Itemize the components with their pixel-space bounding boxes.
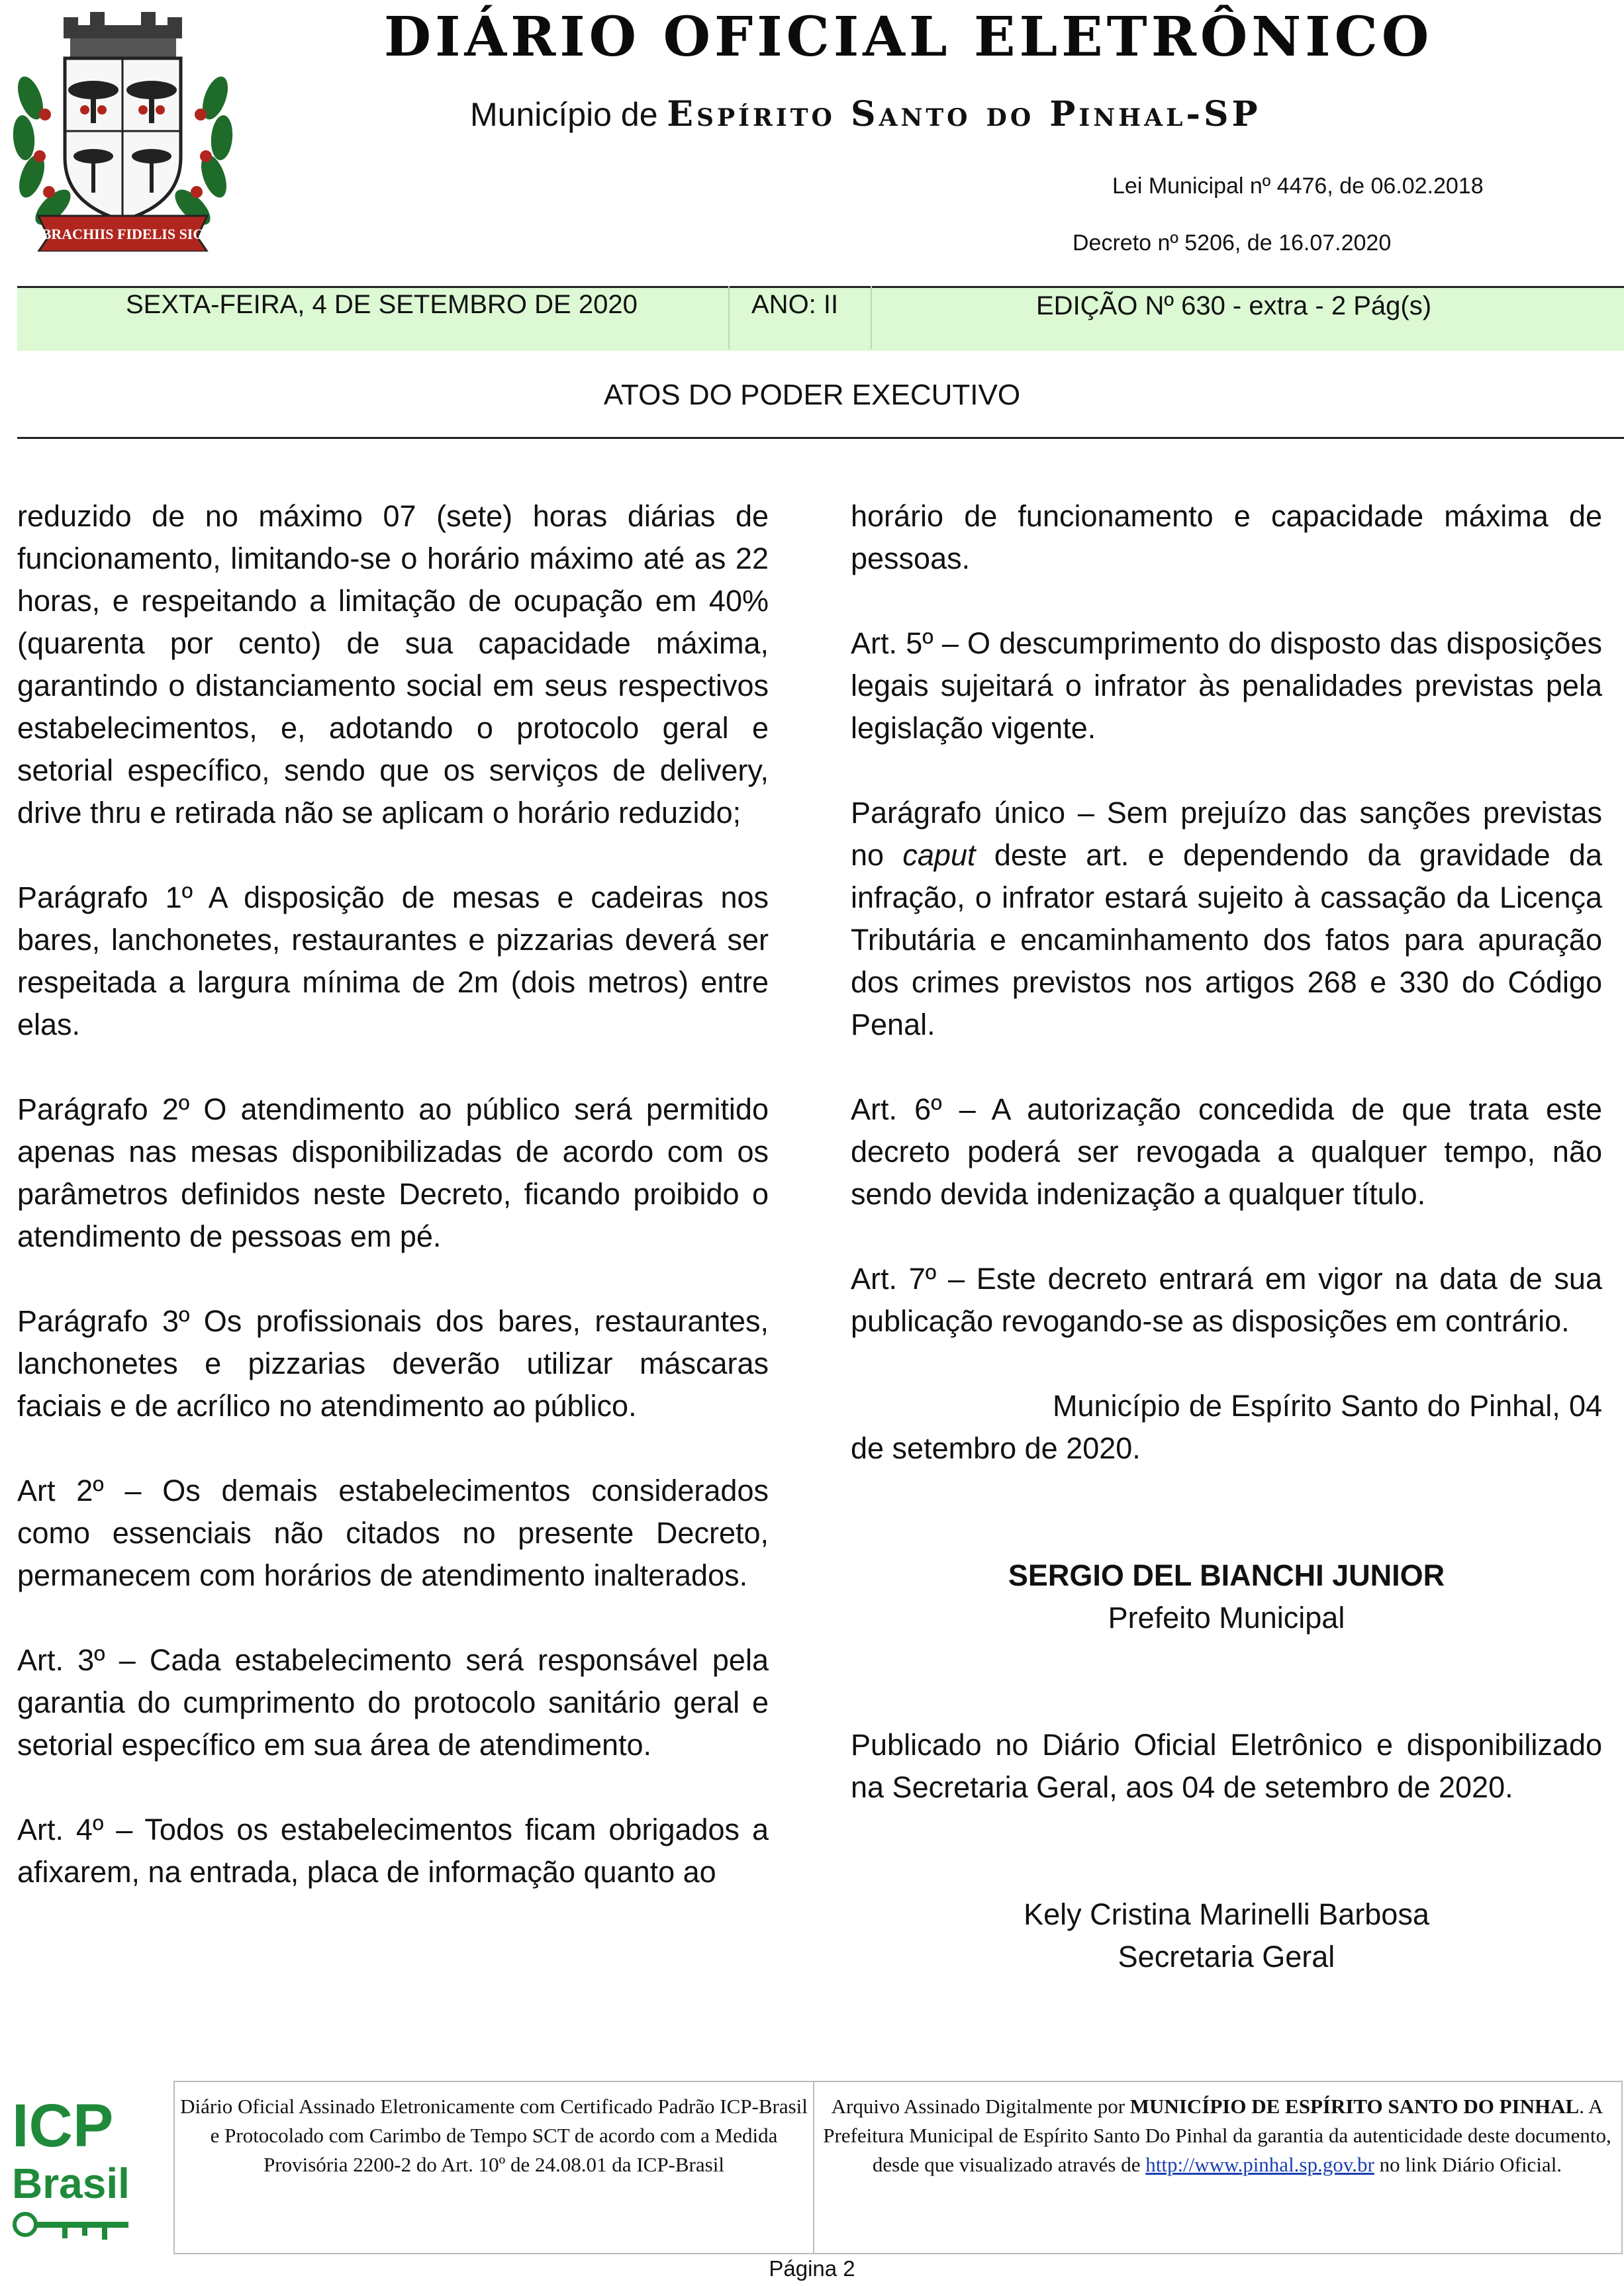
key-icon	[15, 2214, 128, 2240]
masthead-subtitle	[470, 94, 1463, 134]
paragraph: horário de funcionamento e capacidade máxima de pessoas.	[851, 499, 1602, 575]
municipal-coat-of-arms	[5, 5, 240, 252]
text-run: Parágrafo único – Sem prejuízo das sanções previstas no	[851, 796, 1602, 872]
footer-divider	[813, 2081, 814, 2253]
signer-name	[851, 1554, 1602, 1597]
secretary-role: Secretaria Geral	[1118, 1940, 1335, 1974]
secretary-name: Kely Cristina Marinelli Barbosa	[1024, 1897, 1429, 1931]
right-column	[851, 495, 1602, 1978]
icp-brasil-logo	[9, 2092, 135, 2244]
logo-text-icp: ICP	[12, 2092, 114, 2160]
page-number: Página 2	[769, 2256, 855, 2281]
crest-motto: BRACHIIS FIDELIS SIC	[41, 226, 204, 242]
logo-text-brasil: Brasil	[12, 2160, 130, 2207]
digital-signature-notice	[818, 2092, 1616, 2179]
signer-entity: MUNICÍPIO DE ESPÍRITO SANTO DO PINHAL	[1129, 2095, 1580, 2118]
section-divider	[17, 437, 1624, 439]
signature-date: Município de Espírito Santo do Pinhal, 04 de setembro de 2020.	[851, 1389, 1602, 1465]
text-run: Arquivo Assinado Digitalmente por	[831, 2095, 1125, 2118]
left-column	[17, 495, 769, 1893]
paragraph: reduzido de no máximo 07 (sete) horas diárias de funcionamento, limitando-se o horário máximo até as 22 horas, e respeitando a limitação de ocupação em 40% (quarenta por cento) de sua capacidade máxima, garantindo o distanciamento social em seus respectivos estabelecimentos, e, adotando o protocolo geral e setorial específico, sendo que os serviços de delivery, drive thru e retirada não se aplicam o horário reduzido;	[17, 499, 769, 830]
website-link[interactable]: http://www.pinhal.sp.gov.br	[1145, 2153, 1374, 2176]
band-divider	[728, 286, 730, 349]
text-run: deste art. e dependendo da gravidade da infração, o infrator estará sujeito à cassação da Licença Tributária e encaminhamento dos fatos para apuração dos crimes previstos nos artigos 268 e 330 do Código Penal.	[851, 838, 1602, 1041]
issue-date: SEXTA-FEIRA, 4 DE SETEMBRO DE 2020	[126, 290, 638, 319]
paragraph: Art. 4º – Todos os estabelecimentos ficam obrigados a afixarem, na entrada, placa de informação quanto ao	[17, 1813, 769, 1889]
band-divider	[871, 286, 872, 349]
section-title: ATOS DO PODER EXECUTIVO	[603, 379, 1021, 411]
edition-number: EDIÇÃO Nº 630 - extra - 2 Pág(s)	[1036, 291, 1432, 320]
paragraph: Art. 6º – A autorização concedida de que trata este decreto poderá ser revogada a qualquer tempo, não sendo devida indenização a qualquer título.	[851, 1092, 1602, 1211]
text-run: no link Diário Oficial.	[1379, 2153, 1562, 2176]
subtitle-prefix: Município de	[470, 96, 658, 133]
paragraph-single	[851, 792, 1602, 1046]
paragraph: Parágrafo 1º A disposição de mesas e cadeiras nos bares, lanchonetes, restaurantes e pizzarias deverá ser respeitada a largura mínima de 2m (dois metros) entre elas.	[17, 881, 769, 1041]
paragraph: Art 2º – Os demais estabelecimentos considerados como essenciais não citados no presente Decreto, permanecem com horários de atendimento inalterados.	[17, 1474, 769, 1592]
certificate-notice: Diário Oficial Assinado Eletronicamente com Certificado Padrão ICP-Brasil e Protocolado com Carimbo de Tempo SCT de acordo com a Medida Provisória 2200-2 do Art. 10º de 24.08.01 da ICP-Brasil	[180, 2095, 808, 2176]
paragraph: Art. 5º – O descumprimento do disposto das disposições legais sujeitará o infrator às penalidades previstas pela legislação vigente.	[851, 626, 1602, 745]
paragraph: Parágrafo 2º O atendimento ao público será permitido apenas nas mesas disponibilizadas de acordo com os parâmetros definidos neste Decreto, ficando proibido o atendimento de pessoas em pé.	[17, 1092, 769, 1253]
issue-year: ANO: II	[751, 290, 839, 319]
law-reference: Lei Municipal nº 4476, de 06.02.2018	[1112, 173, 1484, 199]
signer-name-text: SERGIO DEL BIANCHI JUNIOR	[1008, 1558, 1445, 1592]
masthead-title: DIÁRIO OFICIAL ELETRÔNICO	[384, 5, 1433, 69]
paragraph: Art. 3º – Cada estabelecimento será responsável pela garantia do cumprimento do protocolo sanitário geral e setorial específico em sua área de atendimento.	[17, 1643, 769, 1762]
signer-role: Prefeito Municipal	[1108, 1601, 1345, 1635]
text-run: . A Prefeitura Municipal de Espírito Santo Do Pinhal da garantia da autenticidade deste documento, desde que visualizado através de	[823, 2095, 1611, 2176]
subtitle-city: Espírito Santo do Pinhal-SP	[667, 94, 1261, 134]
decree-reference: Decreto nº 5206, de 16.07.2020	[1073, 230, 1392, 256]
paragraph: Parágrafo 3º Os profissionais dos bares, restaurantes, lanchonetes e pizzarias deverão utilizar máscaras faciais e de acrílico no atendimento ao público.	[17, 1304, 769, 1423]
paragraph: Art. 7º – Este decreto entrará em vigor na data de sua publicação revogando-se as disposições em contrário.	[851, 1262, 1602, 1338]
italic-term: caput	[902, 838, 976, 872]
publication-note: Publicado no Diário Oficial Eletrônico e disponibilizado na Secretaria Geral, aos 04 de setembro de 2020.	[851, 1728, 1602, 1804]
